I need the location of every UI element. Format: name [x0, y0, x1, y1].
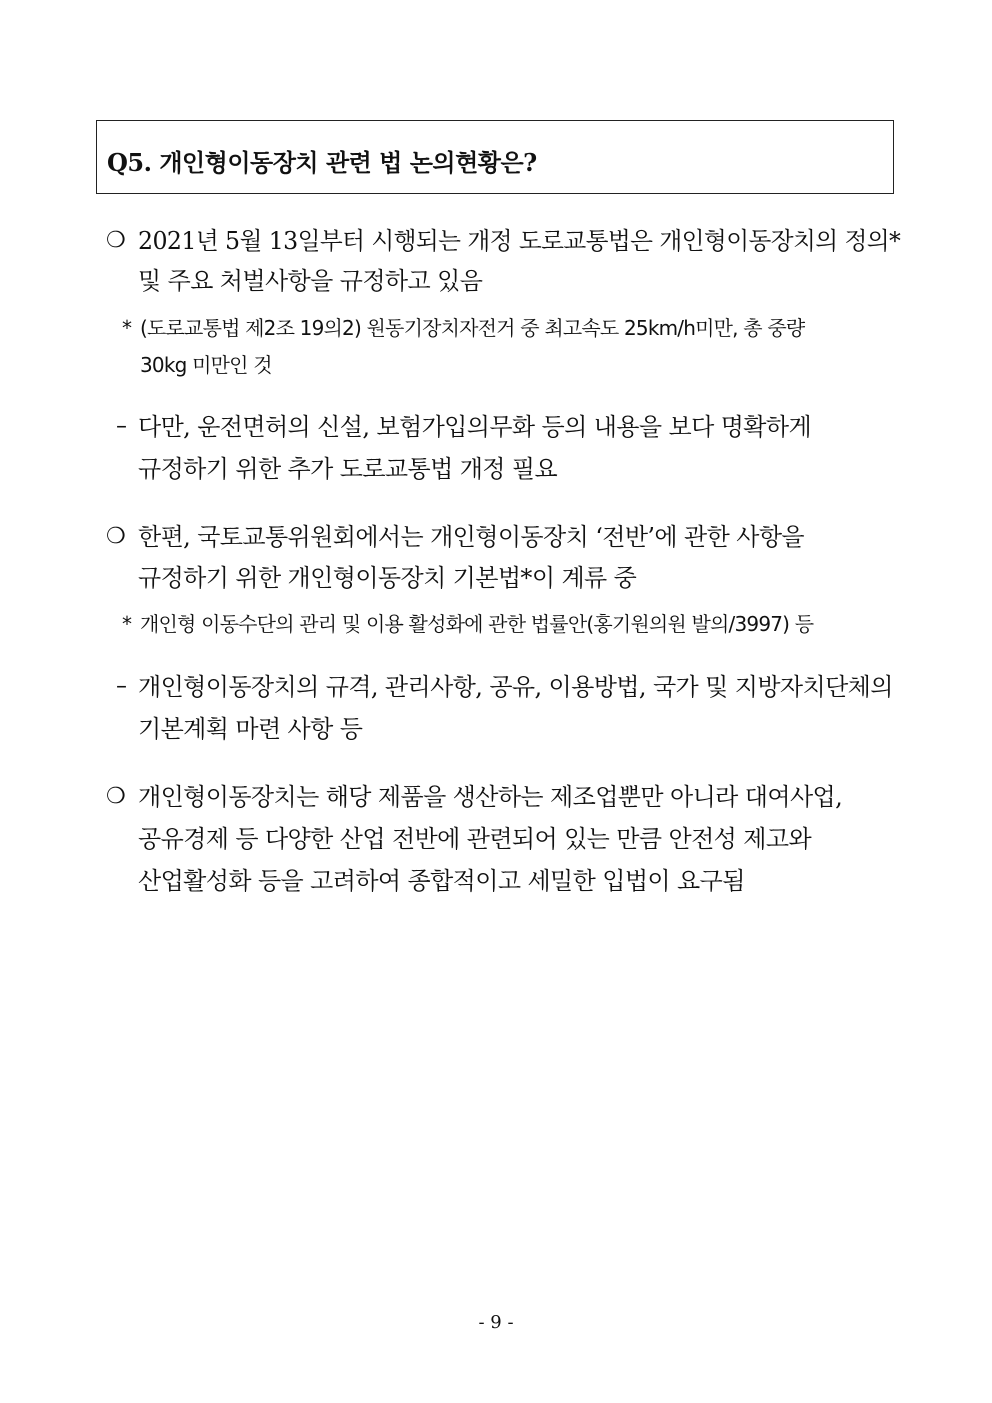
section-1-note-line-2: 30kg 미만인 것 [140, 353, 272, 377]
section-1-line-2: 및 주요 처벌사항을 규정하고 있음 [138, 267, 483, 295]
circle-bullet-icon: ❍ [106, 784, 126, 809]
section-1-sub-line-1: 다만, 운전면허의 신설, 보험가입의무화 등의 내용을 보다 명확하게 [138, 413, 812, 441]
section-3-line-1: 개인형이동장치는 해당 제품을 생산하는 제조업뿐만 아니라 대여사업, [138, 783, 843, 811]
section-3-line-2: 공유경제 등 다양한 산업 전반에 관련되어 있는 만큼 안전성 제고와 [138, 825, 812, 853]
section-3-line-3: 산업활성화 등을 고려하여 종합적이고 세밀한 입법이 요구됨 [138, 867, 745, 895]
question-title: Q5. 개인형이동장치 관련 법 논의현황은? [107, 148, 537, 177]
asterisk-marker: * [122, 612, 132, 636]
section-1-sub-line-2: 규정하기 위한 추가 도로교통법 개정 필요 [138, 455, 558, 483]
dash-marker: – [116, 674, 127, 699]
section-2-line-1: 한편, 국토교통위원회에서는 개인형이동장치 ‘전반’에 관한 사항을 [138, 523, 804, 551]
dash-marker: – [116, 414, 127, 439]
section-2-line-2: 규정하기 위한 개인형이동장치 기본법*이 계류 중 [138, 564, 637, 592]
section-2-sub-line-1: 개인형이동장치의 규격, 관리사항, 공유, 이용방법, 국가 및 지방자치단체의 [138, 673, 893, 701]
asterisk-marker: * [122, 316, 132, 340]
section-2-sub-line-2: 기본계획 마련 사항 등 [138, 715, 363, 743]
section-1-note-line-1: (도로교통법 제2조 19의2) 원동기장치자전거 중 최고속도 25km/h미만, 총 중량 [140, 316, 805, 340]
section-2-note-line-1: 개인형 이동수단의 관리 및 이용 활성화에 관한 법률안(홍기원의원 발의/3997) 등 [140, 612, 814, 636]
circle-bullet-icon: ❍ [106, 524, 126, 549]
circle-bullet-icon: ❍ [106, 228, 126, 253]
page-number: - 9 - [478, 1312, 514, 1333]
question-title-box [96, 120, 894, 194]
section-1-line-1: 2021년 5월 13일부터 시행되는 개정 도로교통법은 개인형이동장치의 정의* [138, 227, 901, 255]
